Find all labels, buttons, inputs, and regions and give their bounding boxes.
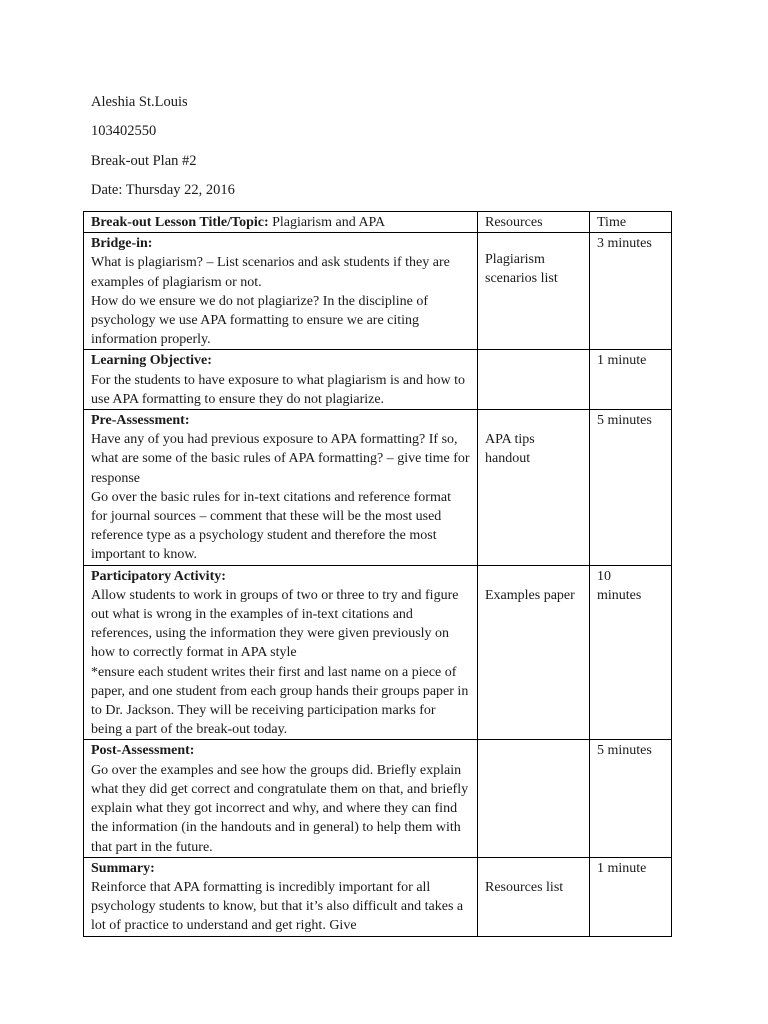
lesson-title-label: Break-out Lesson Title/Topic:	[91, 215, 269, 230]
activity-text: Have any of you had previous exposure to APA formatting? If so, what are some of the basic rules of APA formatting? – give time for response	[91, 432, 470, 486]
time-header: Time	[590, 212, 672, 233]
section-label-participatory-activity: Participatory Activity:	[91, 568, 226, 584]
time-cell: 1 minute	[590, 857, 672, 936]
lesson-plan-table	[83, 211, 672, 937]
table-header-row	[84, 212, 672, 233]
author-name: Aleshia St.Louis	[91, 94, 188, 110]
activity-cell	[84, 233, 478, 350]
plan-title: Break-out Plan #2	[91, 153, 197, 169]
activity-cell	[84, 565, 478, 740]
time-cell: 3 minutes	[590, 233, 672, 350]
activity-text: How do we ensure we do not plagiarize? In the discipline of psychology we use APA formatting to ensure we are citing information properly.	[91, 293, 429, 348]
activity-cell	[84, 857, 478, 936]
lesson-title-value: Plagiarism and APA	[268, 215, 386, 230]
resources-cell	[478, 857, 590, 936]
resource-text: Plagiarism scenarios list	[485, 252, 558, 287]
lesson-title-cell	[84, 212, 478, 233]
resources-cell	[478, 740, 590, 857]
section-label-learning-objective: Learning Objective:	[91, 353, 212, 369]
table-row	[84, 350, 672, 410]
resources-cell	[478, 233, 590, 350]
table-row	[84, 233, 672, 350]
activity-cell	[84, 350, 478, 410]
table-row	[84, 410, 672, 566]
table-row	[84, 857, 672, 936]
resource-text: APA tips handout	[485, 432, 535, 467]
resource-text: Resources list	[485, 879, 564, 895]
activity-text: For the students to have exposure to what plagiarism is and how to use APA formatting to ensure they do not plagiarize.	[91, 372, 466, 407]
activity-text: What is plagiarism? – List scenarios and ask students if they are examples of plagiarism or not.	[91, 255, 450, 290]
section-label-summary: Summary:	[91, 860, 155, 876]
resources-cell	[478, 565, 590, 740]
plan-date: Date: Thursday 22, 2016	[91, 182, 235, 198]
time-cell	[590, 565, 672, 740]
table-row	[84, 740, 672, 857]
table-row	[84, 565, 672, 740]
section-label-pre-assessment: Pre-Assessment:	[91, 413, 190, 429]
activity-cell	[84, 740, 478, 857]
activity-cell	[84, 410, 478, 566]
time-text: 10 minutes	[597, 568, 642, 603]
section-label-post-assessment: Post-Assessment:	[91, 743, 195, 759]
activity-text: Allow students to work in groups of two or three to try and figure out what is wrong in the examples of in-text citations and references, using the information they were given previously on how to correctly format in APA style	[91, 587, 459, 661]
activity-text: *ensure each student writes their first and last name on a piece of paper, and one student from each group hands their groups paper in to Dr. Jackson. They will be receiving participation marks for being a part of the break-out today.	[91, 664, 469, 738]
resources-header: Resources	[478, 212, 590, 233]
activity-text: Go over the examples and see how the groups did. Briefly explain what they did get correct and congratulate them on that, and briefly explain what they got incorrect and why, and where they can find the information (in the handouts and in general) to help them with that part in the future.	[91, 762, 469, 855]
time-cell: 1 minute	[590, 350, 672, 410]
resources-cell	[478, 410, 590, 566]
section-label-bridge-in: Bridge-in:	[91, 236, 153, 252]
time-cell: 5 minutes	[590, 410, 672, 566]
resource-text: Examples paper	[485, 587, 575, 603]
activity-text: Reinforce that APA formatting is incredibly important for all psychology students to know, but that it’s also difficult and takes a lot of practice to understand and get right. Give	[91, 879, 464, 934]
time-cell: 5 minutes	[590, 740, 672, 857]
activity-text: Go over the basic rules for in-text citations and reference format for journal sources – comment that these will be the most used reference type as a psychology student and therefore the most important to know.	[91, 489, 451, 563]
student-id: 103402550	[91, 123, 157, 139]
resources-cell	[478, 350, 590, 410]
